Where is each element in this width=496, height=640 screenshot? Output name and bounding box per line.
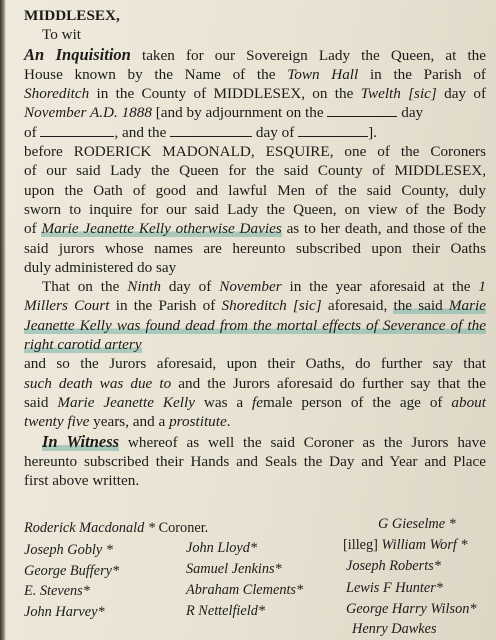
signature-roberts: Joseph Roberts* — [346, 558, 441, 574]
witness-title: In Witness — [42, 431, 120, 451]
body-line-6: before RODERICK MADONALD, ESQUIRE, one of the Coroners — [24, 143, 486, 161]
finding-line-5: and so the Jurors aforesaid, upon their Oaths, do further say that — [24, 355, 486, 373]
signature-worf: [illeg] William Worf * — [343, 537, 468, 553]
cause-of-death: Jeanette Kelly was found dead from the mortal effects of Severance of the — [24, 316, 486, 334]
signature-gobly: Joseph Gobly * — [24, 542, 113, 558]
body-line-1: An Inquisition taken for our Sovereign Lady the Queen, at the — [24, 44, 487, 64]
body-line-8: upon the Oath of good and lawful Men of the said County, duly — [24, 181, 486, 199]
signature-wilson: George Harry Wilson* — [346, 601, 477, 617]
signature-nettelfield: R Nettelfield* — [186, 603, 266, 619]
finding-line-1: That on the Ninth day of November in the year aforesaid at the 1 — [42, 278, 486, 296]
body-line-10: of Marie Jeanette Kelly otherwise Davies as to her death, and those of the — [24, 220, 487, 238]
finding-line-6: such death was due to and the Jurors aforesaid do further say that the — [24, 374, 487, 392]
signature-harvey: John Harvey* — [24, 604, 105, 620]
signature-dawkes: Henry Dawkes — [352, 621, 437, 637]
signature-clements: Abraham Clements* — [186, 582, 304, 598]
finding-line-7: said Marie Jeanette Kelly was a female person of the age of about — [24, 393, 486, 411]
body-line-12: duly administered do say — [24, 258, 177, 276]
finding-line-4 — [24, 335, 486, 354]
finding-line-8: twenty five years, and a prostitute. — [24, 413, 231, 431]
page-binding-shadow — [0, 0, 6, 640]
body-line-3: Shoreditch in the County of MIDDLESEX, on the Twelth [sic] day of — [24, 85, 487, 103]
witness-line-3: first above written. — [24, 472, 140, 490]
body-line-2: House known by the Name of the Town Hall in the Parish of — [24, 65, 486, 83]
body-line-9: sworn to inquire for our said Lady the Queen, on view of the Body — [24, 200, 486, 218]
deceased-name: Marie Jeanette Kelly otherwise Davies — [41, 220, 282, 238]
body-line-11: said jurors whose names are hereunto subscribed upon their Oaths — [24, 239, 486, 257]
finding-line-2: Millers Court in the Parish of Shoreditch [sic] aforesaid, the said Marie — [24, 297, 487, 315]
to-wit-line: To wit — [42, 26, 82, 44]
blank-line — [170, 124, 252, 137]
blank-line — [298, 124, 368, 137]
blank-line — [40, 124, 114, 137]
signature-gieselme: G Gieselme * — [378, 516, 456, 532]
body-line-5: of , and the day of ]. — [24, 123, 377, 141]
finding-line-3 — [24, 316, 486, 335]
signature-hunter: Lewis F Hunter* — [346, 580, 443, 596]
signature-coroner: Roderick Macdonald * Coroner. — [24, 520, 209, 536]
signature-jenkins: Samuel Jenkins* — [186, 561, 282, 577]
blank-line — [327, 104, 397, 117]
signature-stevens: E. Stevens* — [24, 583, 90, 599]
cause-of-death-cont: right carotid artery — [24, 336, 142, 354]
body-line-4: November A.D. 1888 [and by adjournment on the day — [24, 104, 424, 122]
inquisition-title: An Inquisition — [24, 44, 131, 64]
signature-lloyd: John Lloyd* — [186, 540, 258, 556]
county-heading: MIDDLESEX, — [24, 7, 120, 24]
witness-line-2: hereunto subscribed their Hands and Seals the Day and Year and Place — [24, 452, 486, 470]
witness-line-1: In Witness whereof as well the said Coroner as the Jurors have — [42, 431, 486, 451]
signature-buffery: George Buffery* — [24, 563, 120, 579]
body-line-7: of our said Lady the Queen for the said County of MIDDLESEX, — [24, 162, 486, 180]
